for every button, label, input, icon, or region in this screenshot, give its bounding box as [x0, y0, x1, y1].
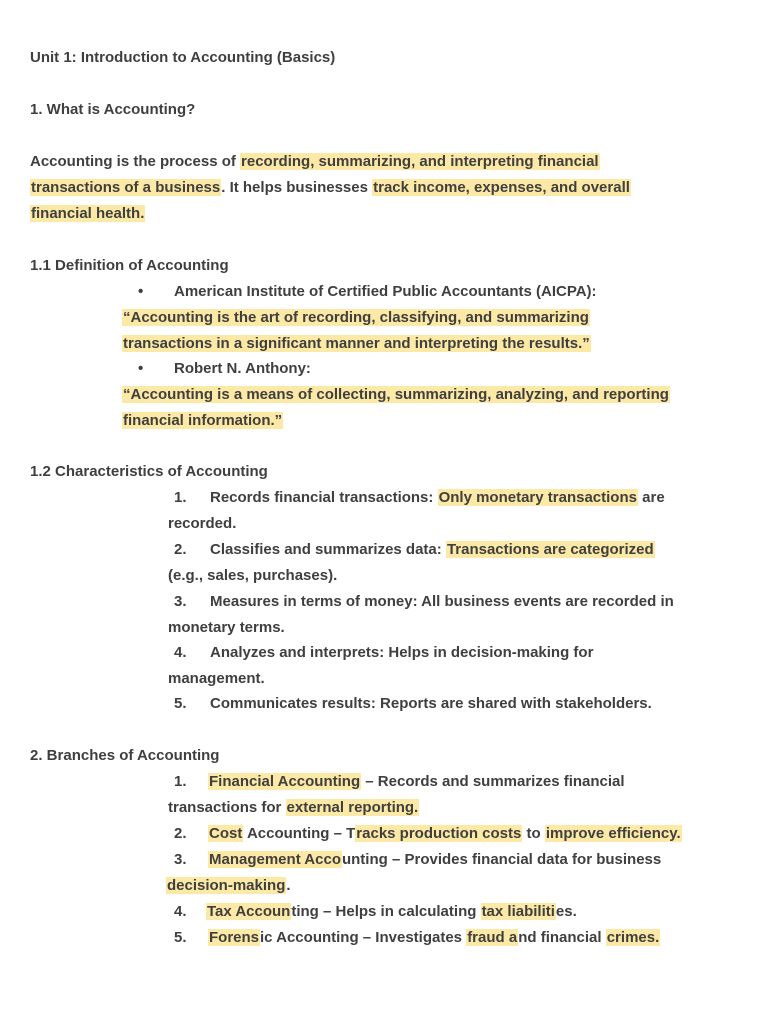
section-heading-branches: 2. Branches of Accounting [30, 747, 220, 764]
list-item-continuation: monetary terms. [168, 619, 285, 636]
section-heading-characteristics: 1.2 Characteristics of Accounting [30, 463, 268, 480]
highlight: Financial Accounting [209, 773, 361, 790]
list-number: 1. [174, 489, 187, 506]
list-item: Management Accounting – Provides financial data for business [209, 851, 662, 868]
definition-quote-line [122, 308, 590, 328]
list-number: 2. [174, 825, 187, 842]
definition-quote-line [122, 334, 591, 354]
definition-source-anthony: Robert N. Anthony: [174, 360, 311, 377]
highlight: Management Acco [209, 851, 341, 868]
list-number: 4. [174, 903, 187, 920]
definition-quote-line [122, 411, 283, 431]
highlight: tax liabiliti [481, 903, 555, 920]
highlight: decision-making [167, 877, 286, 894]
list-number: 4. [174, 644, 187, 661]
highlight: improve efficiency. [545, 825, 681, 842]
highlight: Forens [209, 929, 260, 946]
list-number: 2. [174, 541, 187, 558]
list-item-continuation: transactions for external reporting. [168, 799, 419, 816]
paragraph-line: Accounting is the process of recording, summarizing, and interpreting financial [30, 153, 599, 170]
page-title: Unit 1: Introduction to Accounting (Basics) [30, 49, 336, 66]
highlight: “Accounting is the art of recording, classifying, and summarizing [123, 309, 589, 326]
list-item: Cost Accounting – Tracks production costs to improve efficiency. [209, 825, 681, 842]
list-number: 5. [174, 695, 187, 712]
list-item: Analyzes and interprets: Helps in decision-making for [210, 644, 594, 661]
highlight: crimes. [606, 929, 660, 946]
highlight: fraud a [467, 929, 518, 946]
list-number: 3. [174, 593, 187, 610]
list-item: Records financial transactions: Only monetary transactions are [210, 489, 665, 506]
list-number: 1. [174, 773, 187, 790]
list-item: Forensic Accounting – Investigates fraud and financial crimes. [209, 929, 660, 946]
definition-source-aicpa: American Institute of Certified Public Accountants (AICPA): [174, 283, 597, 300]
highlight: Only monetary transactions [438, 489, 637, 506]
bullet-icon: • [138, 283, 144, 300]
highlight: transactions of a business [31, 179, 221, 196]
list-item: Communicates results: Reports are shared with stakeholders. [210, 695, 652, 712]
highlight: transactions in a significant manner and interpreting the results.” [123, 335, 590, 352]
highlight: Tax Accoun [207, 903, 291, 920]
highlight: recording, summarizing, and interpreting financial [241, 153, 599, 170]
bullet-icon: • [138, 360, 144, 377]
list-item-continuation: management. [168, 670, 265, 687]
list-number: 5. [174, 929, 187, 946]
list-item: Measures in terms of money: All business events are recorded in [210, 593, 674, 610]
list-item-continuation: recorded. [168, 515, 237, 532]
list-item: Financial Accounting – Records and summarizes financial [209, 773, 625, 790]
list-item-continuation: decision-making. [167, 877, 291, 894]
highlight: racks production costs [356, 825, 522, 842]
list-number: 3. [174, 851, 187, 868]
highlight: financial health. [31, 205, 145, 222]
list-item: Classifies and summarizes data: Transactions are categorized [210, 541, 654, 558]
highlight: Transactions are categorized [446, 541, 654, 558]
section-heading-definition: 1.1 Definition of Accounting [30, 257, 229, 274]
highlight: Cost [209, 825, 243, 842]
highlight: external reporting. [286, 799, 419, 816]
highlight: financial information.” [123, 412, 283, 429]
definition-quote-line [122, 385, 670, 405]
section-heading-what-is-accounting: 1. What is Accounting? [30, 101, 196, 118]
list-item-continuation: (e.g., sales, purchases). [168, 567, 338, 584]
paragraph-line: transactions of a business. It helps businesses track income, expenses, and overall [31, 179, 630, 196]
highlight: track income, expenses, and overall [373, 179, 630, 196]
highlight: “Accounting is a means of collecting, summarizing, analyzing, and reporting [123, 386, 669, 403]
paragraph-line [30, 204, 145, 224]
list-item: Tax Accounting – Helps in calculating tax liabilities. [207, 903, 577, 920]
